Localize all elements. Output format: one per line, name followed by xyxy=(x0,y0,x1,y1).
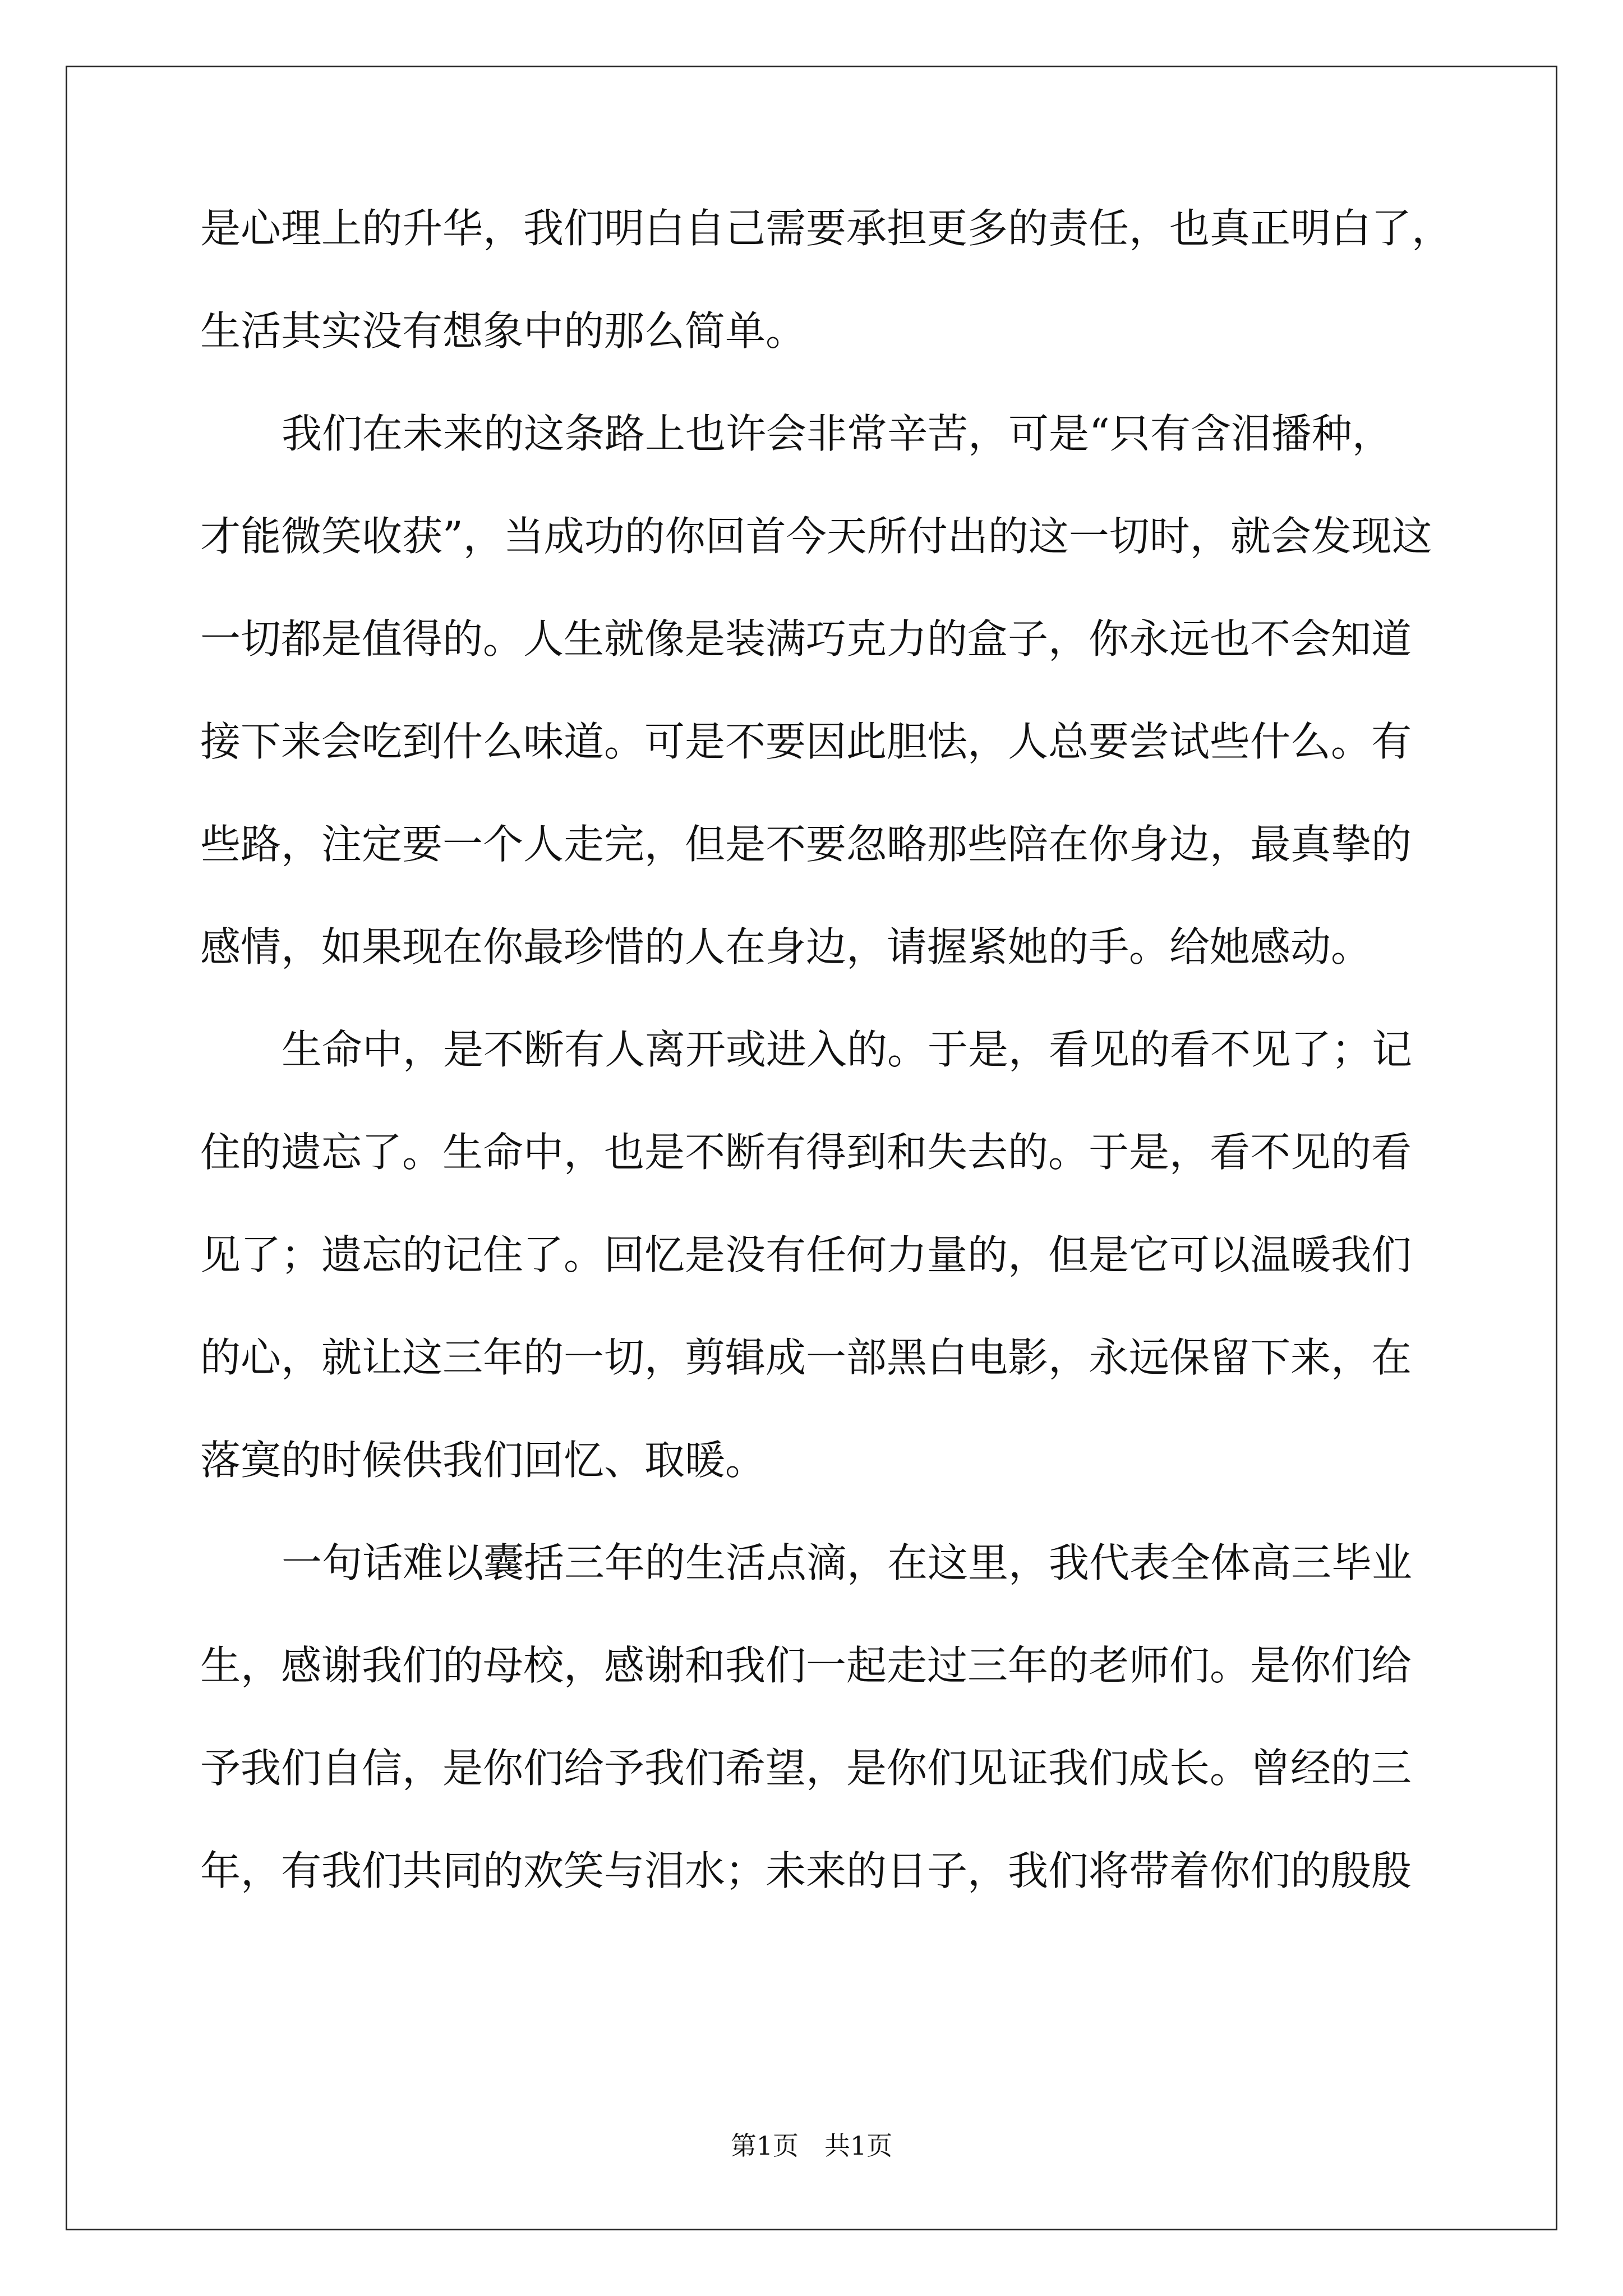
page-number-footer: 第1页 共1页 xyxy=(730,2131,893,2161)
text-line: 落寞的时候供我们回忆、取暖。 xyxy=(200,1437,766,1484)
text-line: 住的遗忘了。生命中，也是不断有得到和失去的。于是，看不见的看 xyxy=(200,1129,1412,1176)
text-line: 生活其实没有想象中的那么简单。 xyxy=(200,307,806,355)
text-line: 生，感谢我们的母校，感谢和我们一起走过三年的老师们。是你们给 xyxy=(200,1642,1412,1689)
text-line: 见了；遗忘的记住了。回忆是没有任何力量的，但是它可以温暖我们 xyxy=(200,1231,1412,1278)
text-line: 感情，如果现在你最珍惜的人在身边，请握紧她的手。给她感动。 xyxy=(200,923,1372,970)
text-line: 些路，注定要一个人走完，但是不要忽略那些陪在你身边，最真挚的 xyxy=(200,821,1412,868)
text-line: 是心理上的升华，我们明白自己需要承担更多的责任，也真正明白了， xyxy=(200,205,1453,252)
text-line: 一句话难以囊括三年的生活点滴，在这里，我代表全体高三毕业 xyxy=(282,1539,1413,1586)
document-body xyxy=(200,205,1453,1951)
text-line: 生命中，是不断有人离开或进入的。于是，看见的看不见了；记 xyxy=(282,1026,1413,1073)
text-line: 予我们自信，是你们给予我们希望，是你们见证我们成长。曾经的三 xyxy=(200,1745,1412,1792)
text-line: 的心，就让这三年的一切，剪辑成一部黑白电影，永远保留下来，在 xyxy=(200,1334,1412,1381)
text-line: 我们在未来的这条路上也许会非常辛苦，可是“只有含泪播种， xyxy=(282,410,1393,457)
text-line: 接下来会吃到什么味道。可是不要因此胆怯，人总要尝试些什么。有 xyxy=(200,718,1412,765)
text-line: 才能微笑收获”，当成功的你回首今天所付出的这一切时，就会发现这 xyxy=(200,513,1432,560)
text-line: 年，有我们共同的欢笑与泪水；未来的日子，我们将带着你们的殷殷 xyxy=(200,1847,1412,1894)
text-line: 一切都是值得的。人生就像是装满巧克力的盒子，你永远也不会知道 xyxy=(200,615,1412,662)
